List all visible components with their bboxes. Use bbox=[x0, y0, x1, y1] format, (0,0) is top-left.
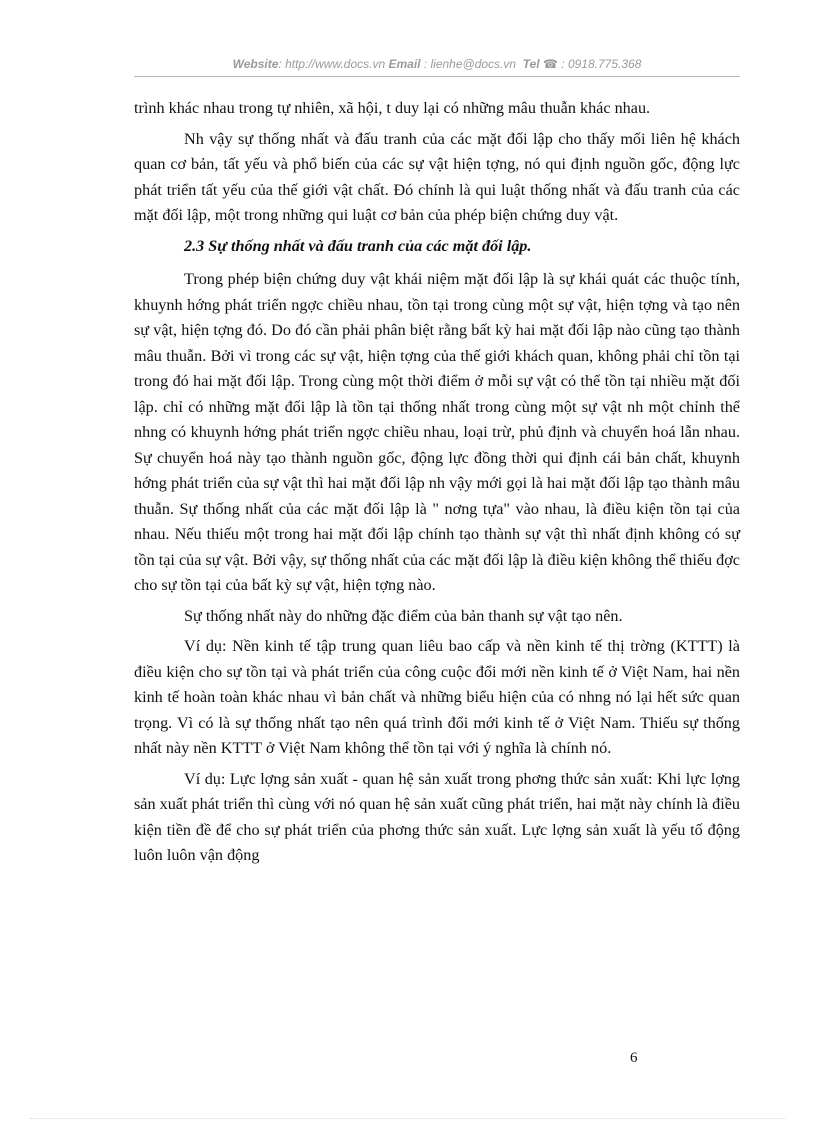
header-divider bbox=[134, 76, 740, 77]
email-value: : lienhe@docs.vn bbox=[420, 57, 517, 71]
paragraph: Nh vậy sự thống nhất và đấu tranh của các mặt đối lập cho thấy mối liên hệ khách quan cơ bản, tất yếu và phổ biến của các sự vật hiện tợng, nó qui định nguồn gốc, động lực phát triển tất yếu của thế giới vật chất. Đó chính là qui luật thống nhất và đấu tranh của các mặt đối lập, một trong những qui luật cơ bản của phép biện chứng duy vật. bbox=[134, 129, 740, 224]
paragraph: Trong phép biện chứng duy vật khái niệm mặt đối lập là sự khái quát các thuộc tính, khuynh hớng phát triển ngợc chiều nhau, tồn tại trong cùng một sự vật, hiện tợng và tạo nên sự vật, hiện tợng đó. Do đó cần phải phân biệt rằng bất kỳ hai mặt đối lập nào cũng tạo thành mâu thuẫn. Bởi vì trong các sự vật, hiện tợng của thế giới khách quan, không phải chỉ tồn tại trong đó hai mặt đối lập. Trong cùng một thời điểm ở mỗi sự vật có thể tồn tại nhiều mặt đối lập. chỉ có những mặt đối lập là tồn tại thống nhất trong cùng một sự vật nh một chỉnh thể nhng có khuynh hớng phát triển ngợc chiều nhau, loại trừ, phủ định và chuyển hoá lẫn nhau. Sự chuyển hoá này tạo thành nguồn gốc, động lực đồng thời qui định cái bản chất, khuynh hớng phát triển của sự vật thì hai mặt đối lập nh vậy mới gọi là hai mặt đối lập tạo thành mâu thuẫn. Sự thống nhất của các mặt đối lập là " nơng tựa" vào nhau, là điều kiện tồn tại của nhau. Nếu thiếu một trong hai mặt đối lập chính tạo thành sự vật thì nhất định không có sự tồn tại của sự vật. Bởi vậy, sự thống nhất của các mặt đối lập là điều kiện không thể thiếu đợc cho sự tồn tại của bất kỳ sự vật, hiện tợng nào. bbox=[134, 270, 740, 594]
document-body bbox=[134, 96, 740, 874]
paragraph: Sự thống nhất này do những đặc điểm của bản thanh sự vật tạo nên. bbox=[184, 606, 623, 625]
paragraph-example: Ví dụ: Nền kinh tế tập trung quan liêu bao cấp và nền kinh tế thị trờng (KTTT) là điều kiện cho sự tồn tại và phát triển của công cuộc đổi mới nền kinh tế ở Việt Nam, hai nền kinh tế hoàn toàn khác nhau vì bản chất và những biểu hiện của có nhng nó lại hết sức quan trọng. Vì có là sự thống nhất tạo nên quá trình đổi mới kinh tế ở Việt Nam. Thiếu sự thống nhất này nền KTTT ở Việt Nam không thể tồn tại với ý nghĩa là chính nó. bbox=[134, 637, 740, 757]
footer-divider bbox=[30, 1118, 786, 1119]
tel-label: Tel bbox=[522, 57, 540, 71]
website-label: Website bbox=[232, 57, 279, 71]
page-number: 6 bbox=[630, 1050, 638, 1066]
paragraph-continuation: trình khác nhau trong tự nhiên, xã hội, t duy lại có những mâu thuẫn khác nhau. bbox=[134, 99, 651, 117]
paragraph-example: Ví dụ: Lực lợng sản xuất - quan hệ sản xuất trong phơng thức sản xuất: Khi lực lợng sản xuất phát triển thì cùng với nó quan hệ sản xuất cũng phát triển, hai mặt này chính là điều kiện tiền đề để cho sự phát triển của phơng thức sản xuất. Lực lợng sản xuất là yếu tố động luôn luôn vận động bbox=[134, 769, 740, 864]
tel-value: ☎ : 0918.775.368 bbox=[539, 57, 642, 71]
page-header bbox=[134, 57, 740, 75]
email-label: Email bbox=[388, 57, 421, 71]
section-heading: 2.3 Sự thống nhất và đấu tranh của các mặt đối lập. bbox=[184, 236, 532, 255]
website-value: : http://www.docs.vn bbox=[278, 57, 386, 71]
